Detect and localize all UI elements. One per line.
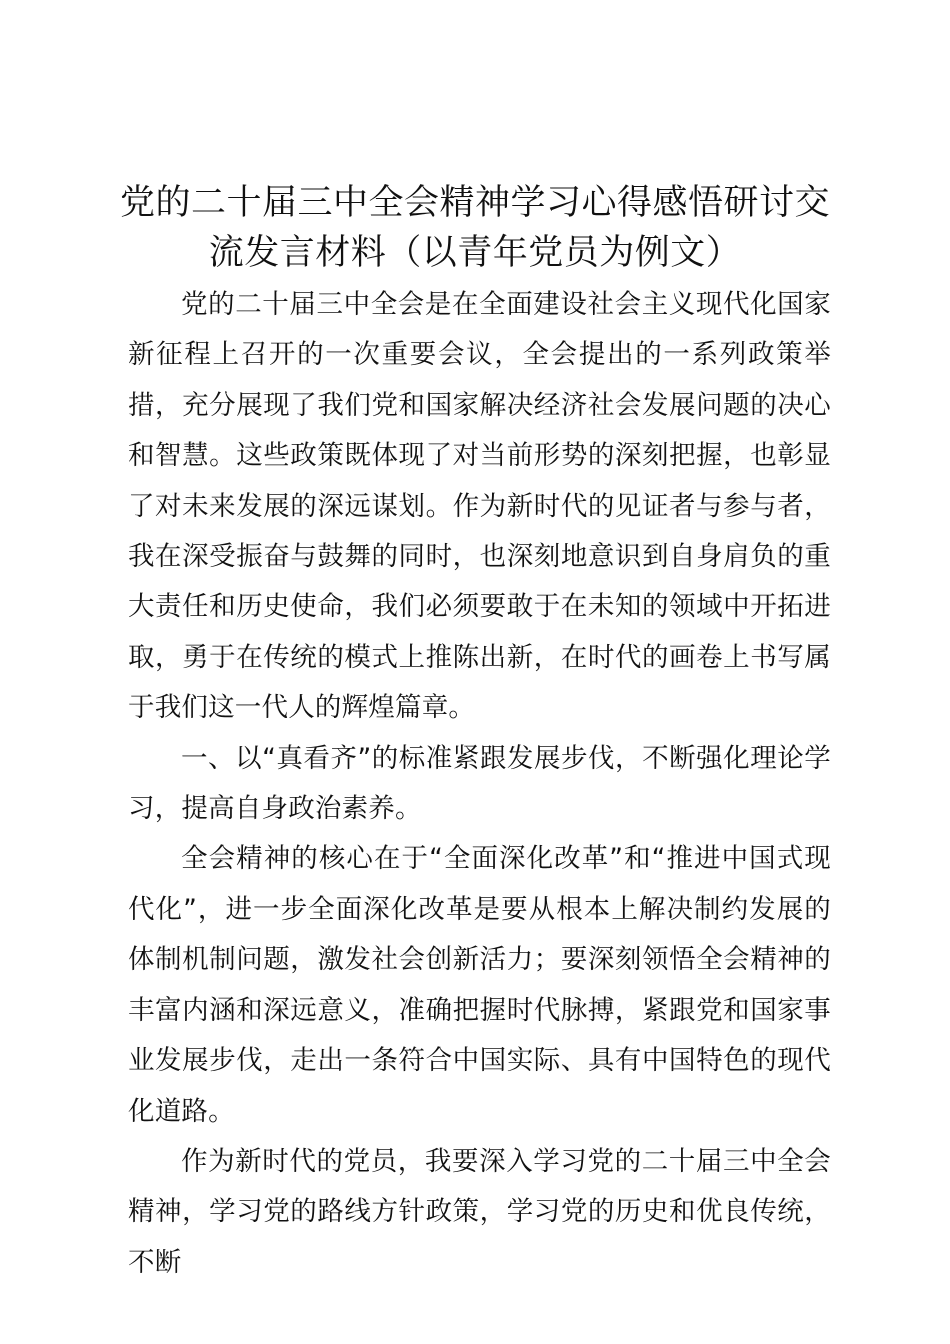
document-title: 党的二十届三中全会精神学习心得感悟研讨交流发言材料（以青年党员为例文） — [119, 183, 830, 273]
body-paragraph: 作为新时代的党员，我要深入学习党的二十届三中全会精神，学习党的路线方针政策，学习党的历史和优良传统，不断 — [128, 1145, 831, 1278]
intro-paragraph: 党的二十届三中全会是在全面建设社会主义现代化国家新征程上召开的一次重要会议，全会提出的一系列政策举措，充分展现了我们党和国家解决经济社会发展问题的决心和智慧。这些政策既体现了对当前形势的深刻把握，也彰显了对未来发展的深远谋划。作为新时代的见证者与参与者，我在深受振奋与鼓舞的同时，也深刻地意识到自身肩负的重大责任和历史使命，我们必须要敢于在未知的领域中开拓进取，勇于在传统的模式上推陈出新，在时代的画卷上书写属于我们这一代人的辉煌篇章。 — [128, 289, 831, 724]
body-paragraph: 全会精神的核心在于“全面深化改革”和“推进中国式现代化”，进一步全面深化改革是要从根本上解决制约发展的体制机制问题，激发社会创新活力；要深刻领悟全会精神的丰富内涵和深远意义，准确把握时代脉搏，紧跟党和国家事业发展步伐，走出一条符合中国实际、具有中国特色的现代化道路。 — [128, 843, 831, 1127]
document-body — [128, 280, 831, 1288]
section-heading-1: 一、以“真看齐”的标准紧跟发展步伐，不断强化理论学习，提高自身政治素养。 — [128, 742, 831, 825]
